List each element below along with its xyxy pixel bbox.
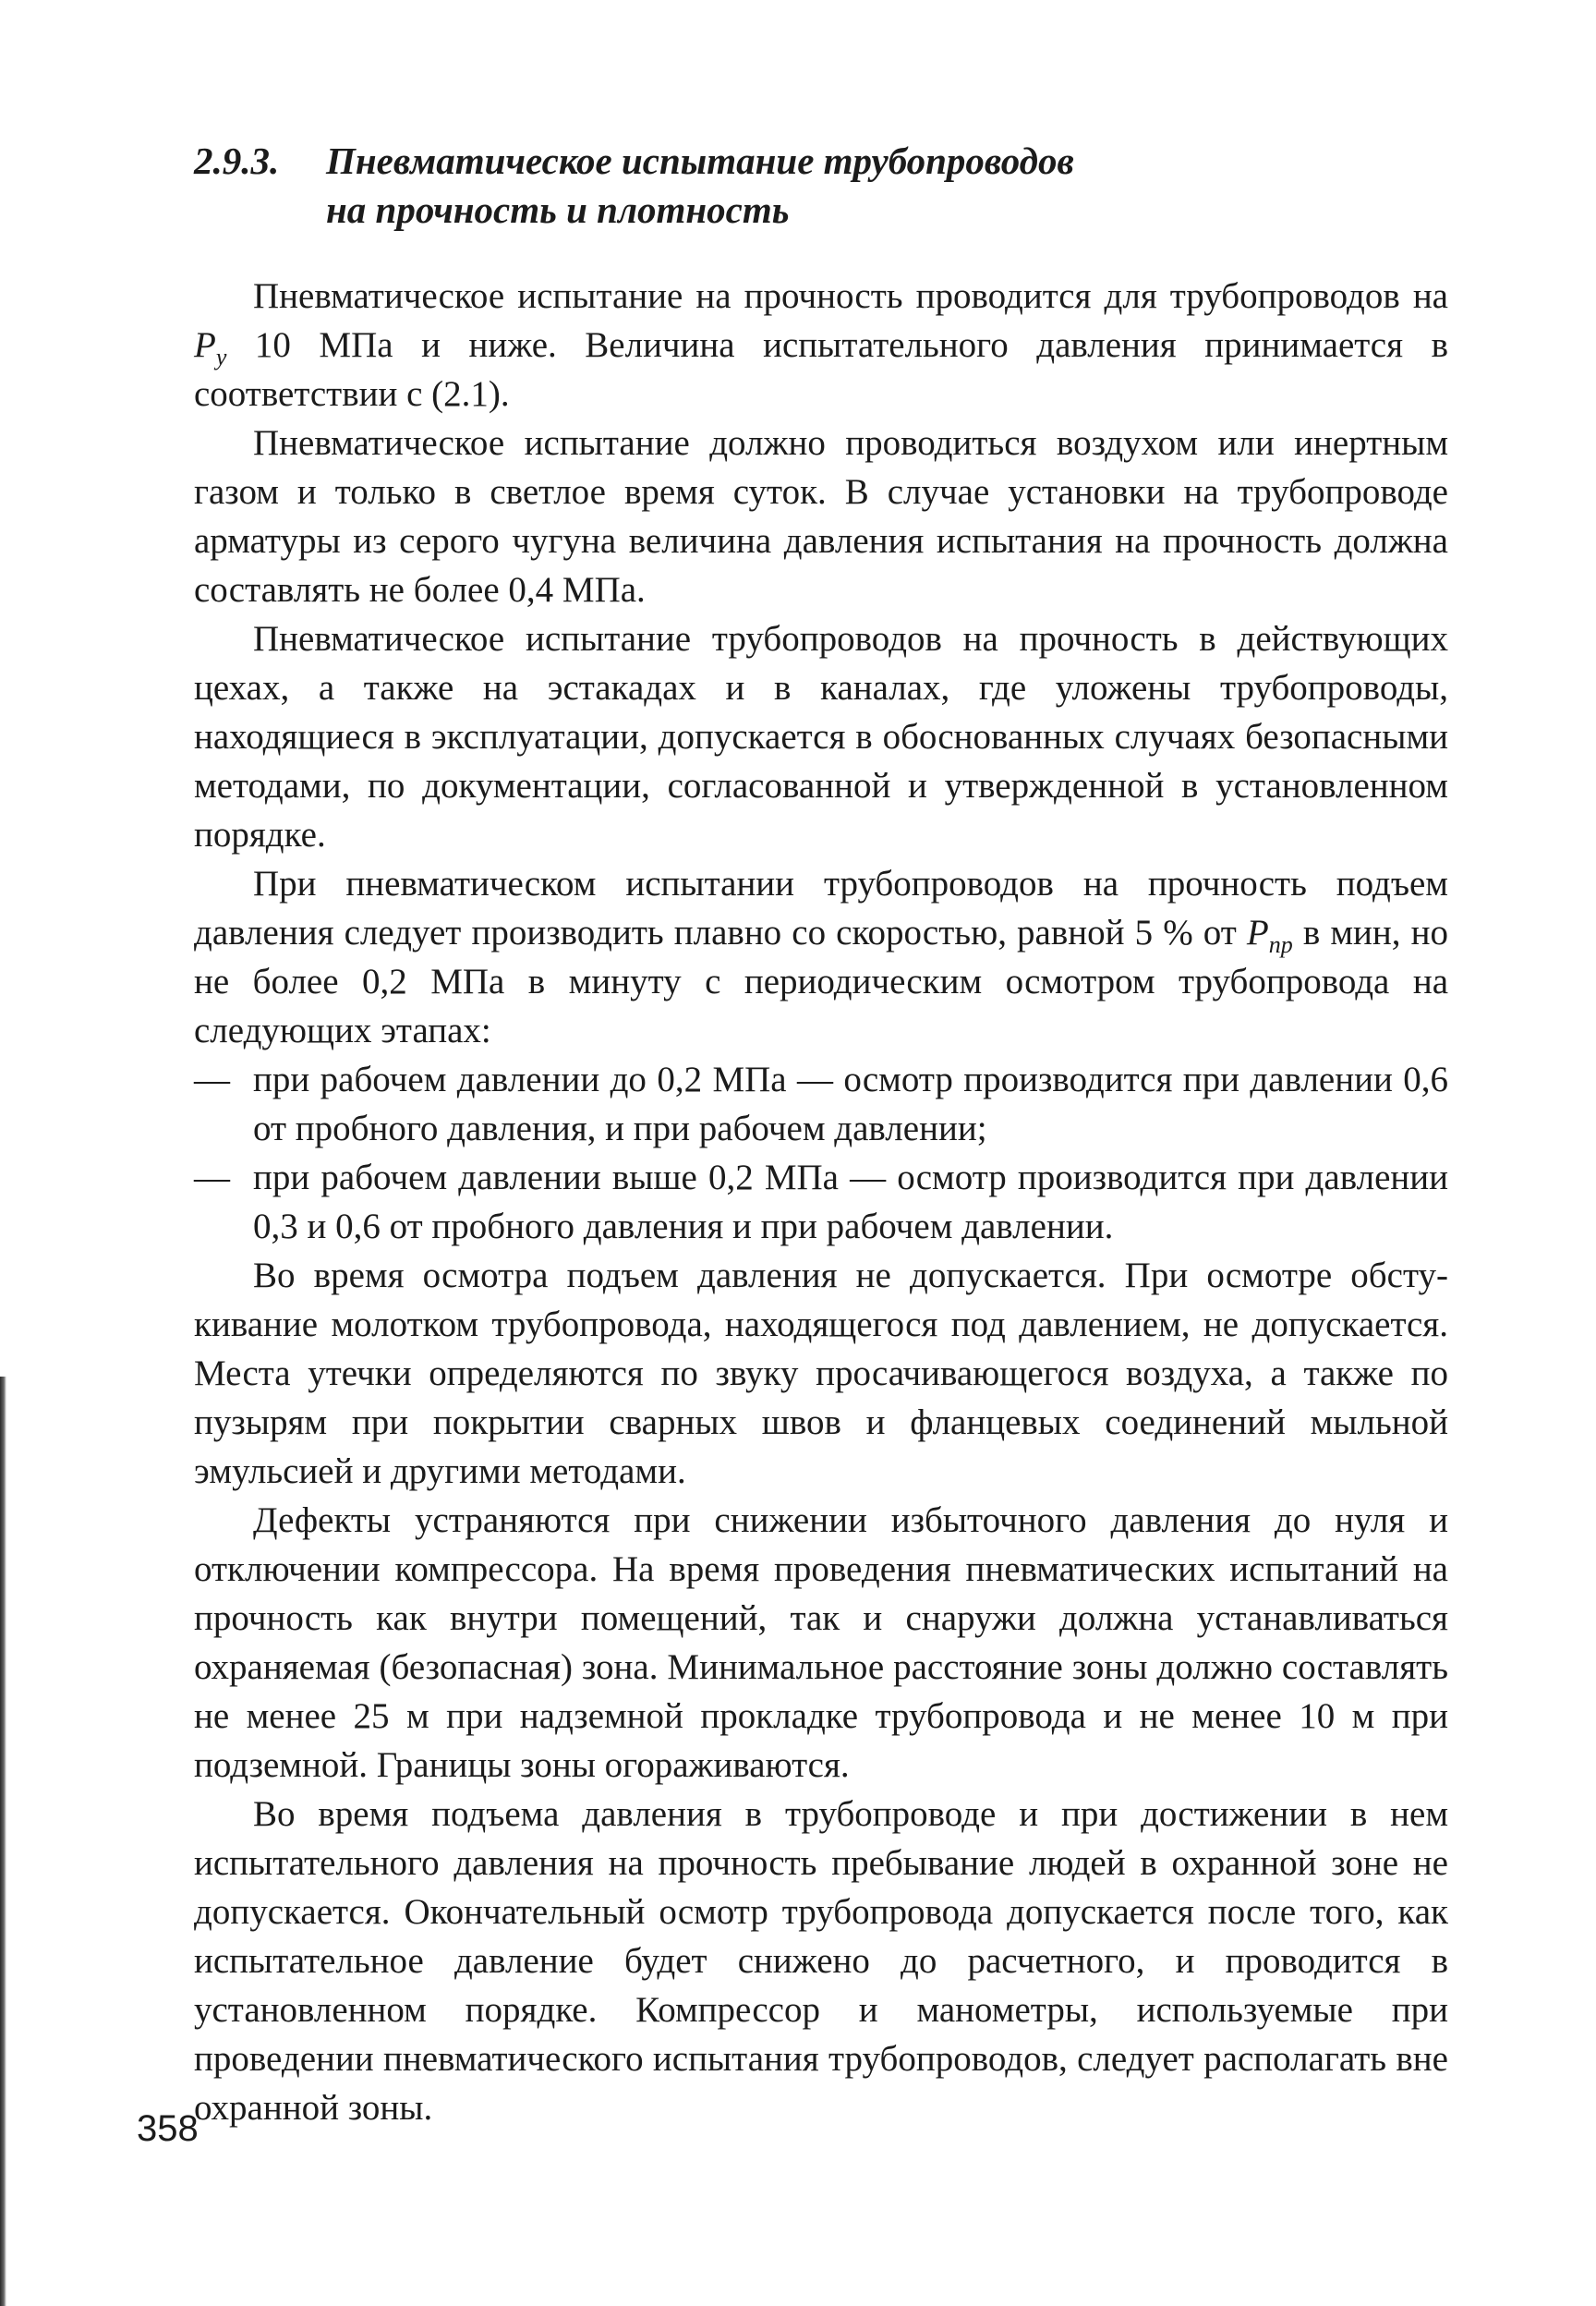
section-heading (194, 137, 1448, 235)
pressure-symbol: P (194, 325, 216, 365)
paragraph-4-part-b: в мин, но не более 0,2 МПа в минуту с периодическим осмотром трубопровода на следующих этапах: (194, 913, 1448, 1050)
pressure-subscript: у (215, 344, 227, 370)
paragraph-2: Пневматическое испытание должно проводиться воздухом или инертным газом и только в светлое время суток. В случае установки на трубопроводе арматуры из серого чугуна величина давления испытания на прочность должна составлять не более 0,4 МПа. (194, 423, 1448, 610)
paragraph-1-part-a: Пневматическое испытание на прочность проводится для трубопроводов на (253, 276, 1448, 316)
paragraph-1 (194, 272, 1448, 419)
scan-binding-edge (0, 1377, 6, 2306)
inspection-stage-list (194, 1055, 1448, 1251)
section-title-line-2: на прочность и плотность (326, 188, 790, 231)
list-item (194, 1153, 1448, 1251)
list-dash: — (194, 1158, 230, 1197)
paragraph-4 (194, 859, 1448, 1055)
section-title (326, 137, 1448, 235)
list-item-text: при рабочем давлении выше 0,2 МПа — осмотр производится при давлении 0,3 и 0,6 от пробного давления и при рабочем давлении. (253, 1158, 1448, 1246)
list-item-text: при рабочем давлении до 0,2 МПа — осмотр производится при давлении 0,6 от пробного давления, и при рабочем давлении; (253, 1060, 1448, 1148)
paragraph-5: Во время осмотра подъем давления не допускается. При осмотре обстукивание молотком трубопровода, находящегося под давлением, не допускается. Места утечки определяются по звуку просачивающегося воздуха, а также по пузырям при покрытии сварных швов и фланцевых соединений мыльной эмульсией и другими методами. (194, 1256, 1448, 1491)
paragraph-4-part-a: При пневматическом испытании трубопроводов на прочность подъем давления следует производить плавно со скоростью, равной 5 % от (194, 864, 1448, 953)
test-pressure-symbol: P (1246, 913, 1269, 953)
paragraph-7: Во время подъема давления в трубопроводе и при достижении в нем испытательного давления на прочность пребывание людей в охранной зоне не допускается. Окончательный осмотр трубопровода допускается после того, как испытательное давление будет снижено до расчетного, и проводится в установленном порядке. Компрессор и манометры, используемые при проведении пневматического испытания трубопроводов, следует располагать вне охранной зоны. (194, 1794, 1448, 2128)
paragraph-3: Пневматическое испытание трубопроводов на прочность в действующих цехах, а также на эстакадах и в каналах, где уложены трубопроводы, находящиеся в эксплуатации, допускается в обоснованных случаях безопасными методами, по документации, согласованной и утвержденной в установленном порядке. (194, 619, 1448, 855)
page-body (194, 137, 1448, 2132)
section-title-line-1: Пневматическое испытание трубопроводов (326, 140, 1074, 182)
list-dash: — (194, 1060, 230, 1099)
section-number: 2.9.3. (194, 140, 280, 182)
paragraph-6: Дефекты устраняются при снижении избыточного давления до нуля и отключении компрессора. На время проведения пневматических испытаний на прочность как внутри помещений, так и снаружи должна устанавливаться охраняемая (безопасная) зона. Минимальное расстояние зоны должно составлять не менее 25 м при надземной прокладке трубопровода и не менее 10 м при подземной. Границы зоны огораживаются. (194, 1500, 1448, 1785)
test-pressure-subscript: пр (1268, 931, 1293, 958)
list-item (194, 1055, 1448, 1153)
page-number: 358 (137, 2108, 199, 2149)
paragraph-1-part-b: 10 МПа и ниже. Величина испытательного давления принимается в соответствии с (2.1). (194, 325, 1448, 414)
